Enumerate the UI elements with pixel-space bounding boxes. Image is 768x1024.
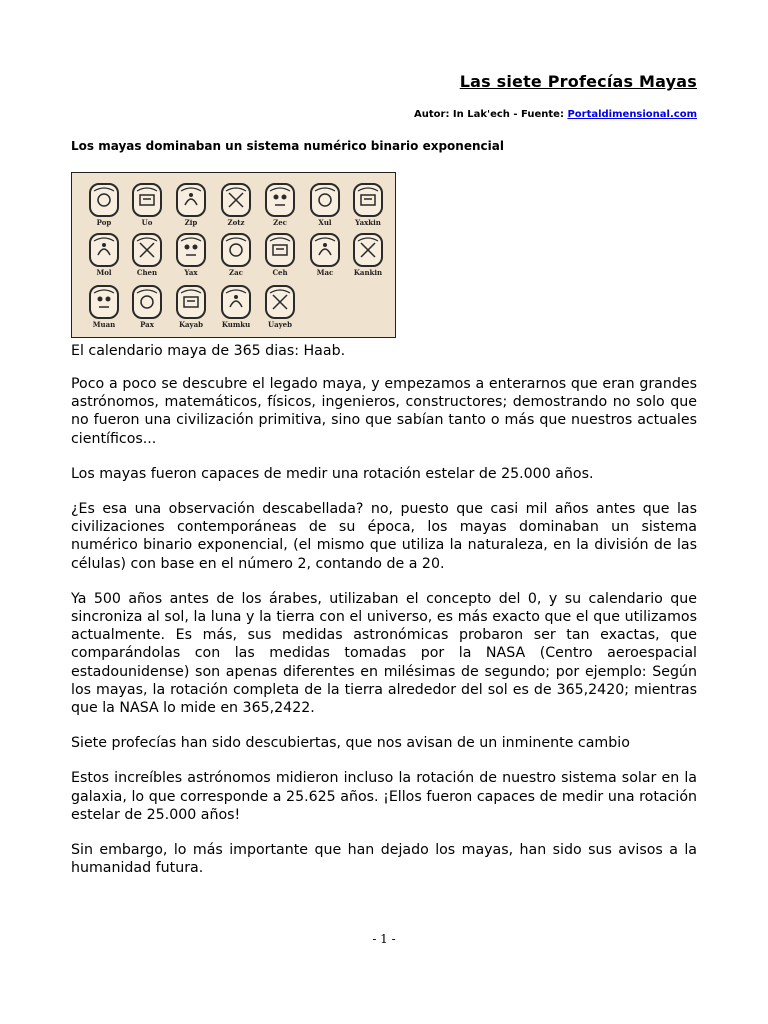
glyph-label: Uo [141, 218, 153, 227]
glyph-label: Kankin [353, 268, 383, 277]
glyph-xul [305, 181, 345, 231]
glyph-label: Xul [318, 218, 332, 227]
paragraph: Estos increíbles astrónomos midieron incluso la rotación de nuestro sistema solar en la galaxia, lo que corresponde a 25.625 años. ¡Ellos fueron capaces de medir una rotación estelar de 25.000 años! [71, 770, 697, 823]
glyph-zotz [216, 181, 256, 231]
glyph-icon [352, 181, 384, 219]
figure-caption: El calendario maya de 365 dias: Haab. [71, 343, 346, 359]
paragraph: Poco a poco se descubre el legado maya, y empezamos a enterarnos que eran grandes astrónomos, matemáticos, físicos, ingenieros, constructores; demostrando no solo que no fueron una civilización primitiva, sino que sabían tanto o más que nuestros actuales científicos... [71, 376, 697, 447]
paragraph: Los mayas fueron capaces de medir una rotación estelar de 25.000 años. [71, 465, 594, 482]
glyph-icon [264, 181, 296, 219]
glyph-uo [127, 181, 167, 231]
paragraph: Sin embargo, lo más importante que han dejado los mayas, han sido sus avisos a la humanidad futura. [71, 842, 697, 877]
glyph-label: Yaxkin [355, 218, 381, 227]
paragraph: ¿Es esa una observación descabellada? no, puesto que casi mil años antes que las civilizaciones contemporáneas de su época, los mayas dominaban un sistema numérico binario exponencial, (el mismo que utiliza la naturaleza, en la división de las células) con base en el número 2, contando de a 20. [71, 501, 697, 572]
glyph-icon [88, 283, 120, 321]
glyph-icon [264, 283, 296, 321]
haab-calendar-figure [71, 172, 396, 338]
section-subtitle: Los mayas dominaban un sistema numérico binario exponencial [71, 139, 504, 153]
glyph-mac [305, 231, 345, 281]
glyph-uayeb [260, 283, 300, 333]
glyph-label: Chen [136, 268, 158, 277]
glyph-zac [216, 231, 256, 281]
glyph-mol [84, 231, 124, 281]
glyph-icon [131, 283, 163, 321]
glyph-kayab [171, 283, 211, 333]
glyph-icon [264, 231, 296, 269]
glyph-label: Yax [184, 268, 198, 277]
page-number: - 1 - [372, 932, 396, 946]
glyph-yax [171, 231, 211, 281]
glyph-zip [171, 181, 211, 231]
glyph-icon [175, 181, 207, 219]
glyph-yaxkin [348, 181, 388, 231]
glyph-kumku [216, 283, 256, 333]
glyph-icon [175, 283, 207, 321]
glyph-icon [131, 181, 163, 219]
glyph-zec [260, 181, 300, 231]
glyph-icon [309, 231, 341, 269]
glyph-icon [88, 181, 120, 219]
glyph-icon [352, 231, 384, 269]
glyph-icon [131, 231, 163, 269]
glyph-pop [84, 181, 124, 231]
glyph-label: Kayab [178, 320, 204, 329]
glyph-label: Ceh [272, 268, 288, 277]
glyph-label: Muan [92, 320, 116, 329]
glyph-label: Pax [140, 320, 154, 329]
glyph-icon [309, 181, 341, 219]
author-line [414, 109, 697, 120]
glyph-pax [127, 283, 167, 333]
document-title: Las siete Profecías Mayas [459, 72, 697, 91]
glyph-ceh [260, 231, 300, 281]
glyph-label: Mol [96, 268, 112, 277]
author-label: Autor: In Lak'ech - Fuente: [414, 109, 568, 120]
glyph-label: Pop [96, 218, 112, 227]
glyph-label: Zac [229, 268, 243, 277]
source-link[interactable]: Portaldimensional.com [567, 109, 697, 120]
glyph-icon [88, 231, 120, 269]
glyph-label: Zip [184, 218, 198, 227]
article-body [71, 375, 697, 894]
glyph-chen [127, 231, 167, 281]
glyph-icon [175, 231, 207, 269]
glyph-icon [220, 231, 252, 269]
glyph-icon [220, 181, 252, 219]
glyph-label: Zec [273, 218, 287, 227]
glyph-kankin [348, 231, 388, 281]
glyph-label: Mac [316, 268, 334, 277]
glyph-label: Uayeb [267, 320, 293, 329]
glyph-icon [220, 283, 252, 321]
glyph-label: Zotz [227, 218, 245, 227]
paragraph: Siete profecías han sido descubiertas, que nos avisan de un inminente cambio [71, 735, 630, 752]
glyph-muan [84, 283, 124, 333]
glyph-label: Kumku [221, 320, 251, 329]
paragraph: Ya 500 años antes de los árabes, utilizaban el concepto del 0, y su calendario que sincroniza al sol, la luna y la tierra con el universo, es más exacto que el que utilizamos actualmente. Es más, sus medidas astronómicas probaron ser tan exactas, que comparándolas con las medidas tomadas por la NASA (Centro aeroespacial estadounidense) son apenas diferentes en milésimas de segundo; por ejemplo: Según los mayas, la rotación completa de la tierra alrededor del sol es de 365,2420; mientras que la NASA lo mide en 365,2422. [71, 590, 697, 717]
